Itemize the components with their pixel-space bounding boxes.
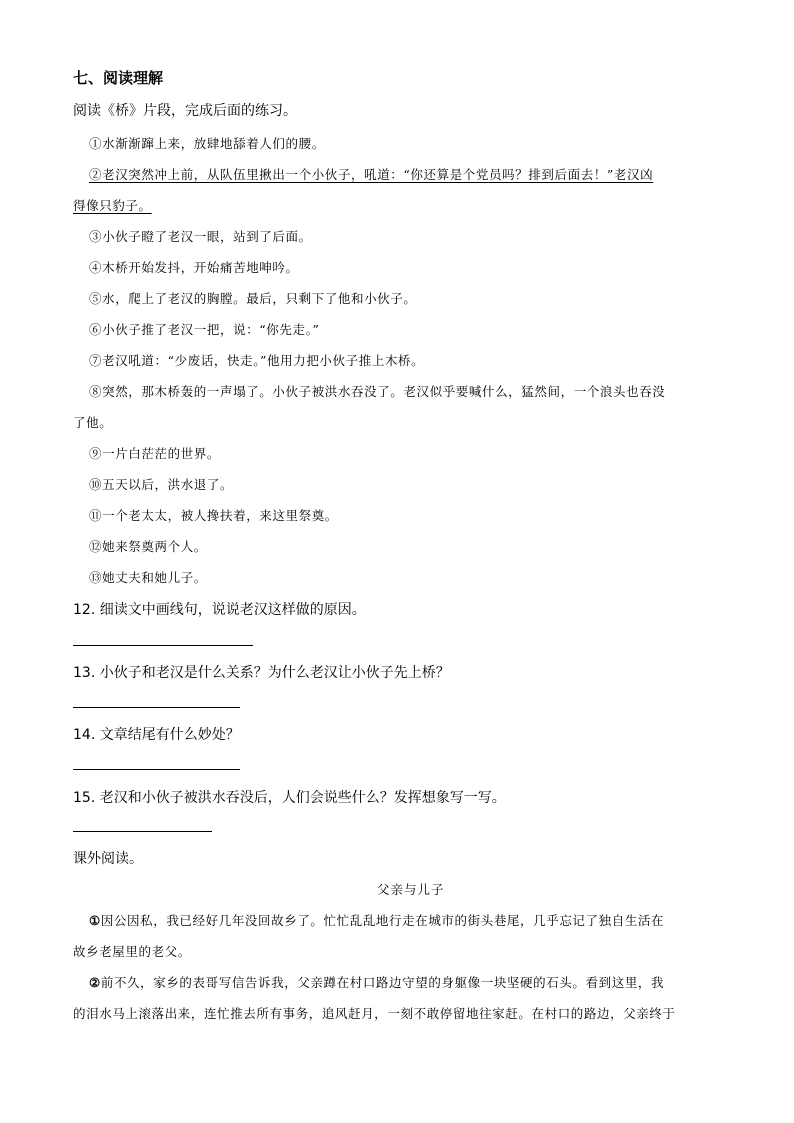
passage-paragraph-11: ⑪一个老太太，被人搀扶着，来这里祭奠。	[89, 508, 338, 523]
story-paragraph-2-line-2: 的泪水马上滚落出来，连忙推去所有事务，追风赶月，一刻不敢停留地往家赶。在村口的路边，父亲终于	[73, 1006, 676, 1021]
question-12: 12. 细读文中画线句，说说老汉这样做的原因。	[73, 602, 366, 618]
question-15: 15. 老汉和小伙子被洪水吞没后，人们会说些什么？发挥想象写一写。	[73, 790, 506, 806]
story-paragraph-2-line-1: ②前不久，家乡的表哥写信告诉我，父亲蹲在村口路边守望的身躯像一块坚硬的石头。看到这里，我	[89, 975, 665, 990]
passage-paragraph-7: ⑦老汉吼道：“少废话，快走。”他用力把小伙子推上木桥。	[89, 353, 425, 368]
underlined-sentence-end: 得像只豹子。	[73, 198, 152, 213]
passage-paragraph-2-line-2	[73, 196, 152, 214]
extra-reading-label: 课外阅读。	[73, 851, 143, 867]
answer-line-13[interactable]	[73, 707, 240, 708]
passage-paragraph-10: ⑩五天以后，洪水退了。	[89, 477, 234, 492]
passage-paragraph-9: ⑨一片白茫茫的世界。	[89, 446, 221, 461]
passage-paragraph-8-line-2: 了他。	[73, 415, 113, 430]
passage-paragraph-2-line-1	[89, 165, 653, 183]
question-13: 13. 小伙子和老汉是什么关系？为什么老汉让小伙子先上桥？	[73, 665, 450, 681]
passage-paragraph-8-line-1: ⑧突然，那木桥轰的一声塌了。小伙子被洪水吞没了。老汉似乎要喊什么，猛然间，一个浪头也吞没	[89, 384, 666, 399]
passage-paragraph-12: ⑫她来祭奠两个人。	[89, 539, 207, 554]
answer-line-15[interactable]	[73, 831, 212, 832]
section-title: 七、阅读理解	[73, 69, 164, 87]
story-paragraph-1-line-1: ①因公因私，我已经好几年没回故乡了。忙忙乱乱地行走在城市的街头巷尾，几乎忘记了独自生活在	[89, 913, 665, 928]
passage-paragraph-1: ①水渐渐蹿上来，放肆地舔着人们的腰。	[89, 136, 325, 151]
answer-line-12[interactable]	[73, 645, 253, 646]
question-14: 14. 文章结尾有什么妙处？	[73, 727, 240, 743]
story-paragraph-2-number: ②	[89, 975, 101, 990]
story-paragraph-1-line-2: 故乡老屋里的老父。	[73, 944, 191, 959]
passage-paragraph-3: ③小伙子瞪了老汉一眼，站到了后面。	[89, 229, 312, 244]
story-paragraph-1-number: ①	[89, 913, 101, 928]
answer-line-14[interactable]	[73, 769, 240, 770]
passage-paragraph-5: ⑤水，爬上了老汉的胸膛。最后，只剩下了他和小伙子。	[89, 291, 417, 306]
passage-paragraph-13: ⑬她丈夫和她儿子。	[89, 570, 207, 585]
underlined-sentence: ②老汉突然冲上前，从队伍里揪出一个小伙子，吼道：“你还算是个党员吗？排到后面去！”老汉凶	[89, 167, 654, 182]
story-title: 父亲与儿子	[377, 882, 445, 897]
reading-instruction: 阅读《桥》片段，完成后面的练习。	[73, 103, 297, 119]
passage-paragraph-4: ④木桥开始发抖，开始痛苦地呻吟。	[89, 260, 299, 275]
passage-paragraph-6: ⑥小伙子推了老汉一把，说：“你先走。”	[89, 322, 320, 337]
